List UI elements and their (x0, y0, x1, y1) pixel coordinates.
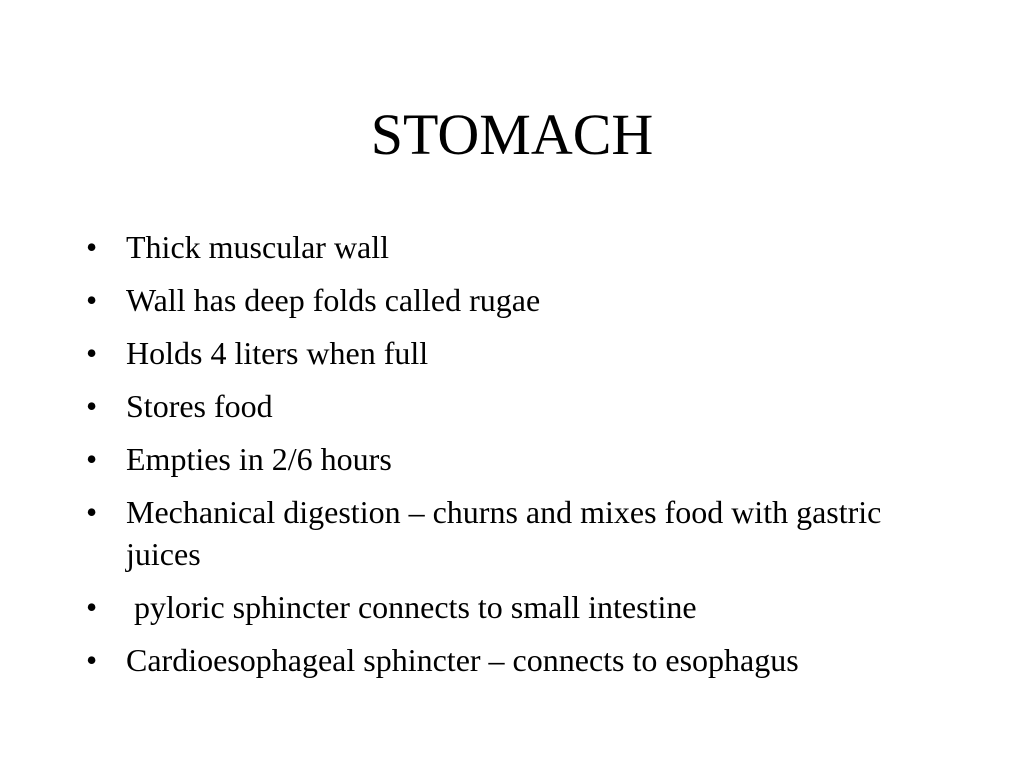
slide-title: STOMACH (370, 102, 654, 167)
bullet-text: Mechanical digestion – churns and mixes food with gastric juices (126, 494, 882, 572)
bullet-item (86, 385, 906, 427)
bullet-icon: • (86, 642, 98, 678)
bullet-icon: • (86, 282, 98, 318)
bullet-item (86, 332, 906, 374)
bullet-item (86, 279, 906, 321)
bullet-icon: • (86, 494, 98, 530)
bullet-icon: • (86, 229, 98, 265)
bullet-icon: • (86, 388, 98, 424)
bullet-item (86, 226, 906, 268)
bullet-icon: • (86, 441, 98, 477)
bullet-item (86, 491, 906, 575)
bullet-text: Holds 4 liters when full (126, 335, 429, 371)
bullet-text: Stores food (126, 388, 273, 424)
bullet-text: Thick muscular wall (126, 229, 390, 265)
bullet-item (86, 586, 906, 628)
bullet-item (86, 639, 906, 681)
bullet-text: pyloric sphincter connects to small intestine (126, 589, 697, 625)
bullet-icon: • (86, 589, 98, 625)
bullet-icon: • (86, 335, 98, 371)
bullet-text: Wall has deep folds called rugae (126, 282, 541, 318)
bullet-item (86, 438, 906, 480)
bullet-list (86, 226, 906, 692)
bullet-text: Empties in 2/6 hours (126, 441, 392, 477)
bullet-text: Cardioesophageal sphincter – connects to esophagus (126, 642, 799, 678)
